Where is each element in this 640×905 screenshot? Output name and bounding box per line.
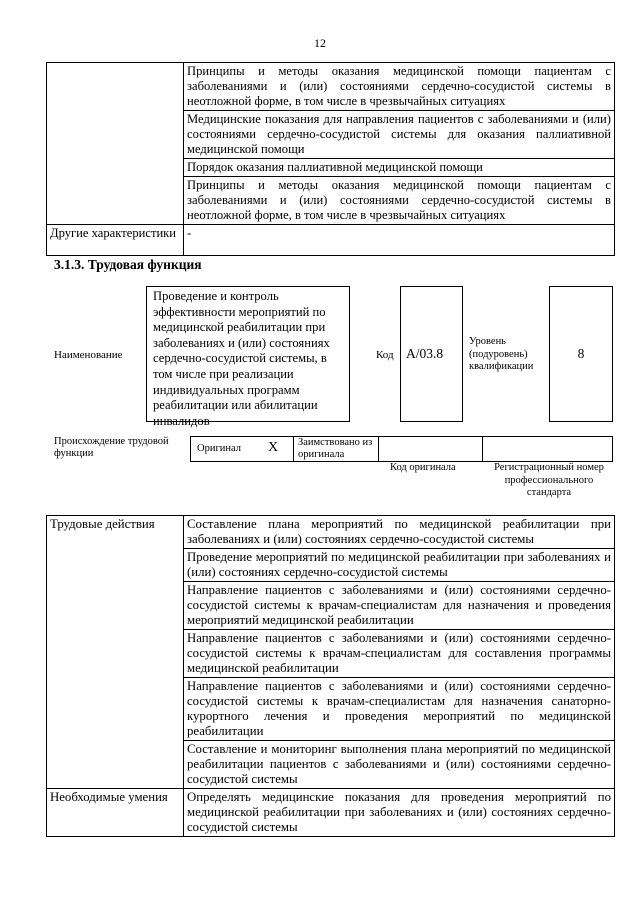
actions-label: Трудовые действия xyxy=(47,516,184,789)
section-heading: 3.1.3. Трудовая функция xyxy=(54,257,202,272)
action-cell: Проведение мероприятий по медицинской реабилитации при заболеваниях и (или) состояниях сердечно-сосудистой системы xyxy=(184,549,615,582)
origin-row xyxy=(190,436,613,462)
origin-label: Происхождение трудовой функции xyxy=(54,436,169,459)
table-cell: Принципы и методы оказания медицинской помощи пациентам с заболеваниями и (или) состояниями сердечно-сосудистой системы в неотложной форме, в том числе в чрезвычайных ситуациях xyxy=(184,63,615,111)
action-cell: Направление пациентов с заболеваниями и (или) состояниями сердечно-сосудистой системы к врачам-специалистам для назначения и проведения мероприятий медицинской реабилитации xyxy=(184,582,615,630)
table-cell: Медицинские показания для направления пациентов с заболеваниями и (или) состояниями сердечно-сосудистой системы для оказания паллиативной медицинской помощи xyxy=(184,111,615,159)
action-cell: Направление пациентов с заболеваниями и (или) состояниями сердечно-сосудистой системы к врачам-специалистам для составления программы медицинской реабилитации xyxy=(184,630,615,678)
action-cell: Составление плана мероприятий по медицинской реабилитации при заболеваниях и (или) состояниях сердечно-сосудистой системы xyxy=(184,516,615,549)
level-value: 8 xyxy=(577,346,585,361)
borrowed-label: Заимствовано из оригинала xyxy=(298,437,373,460)
skills-label: Необходимые умения xyxy=(47,789,184,837)
skill-cell: Определять медицинские показания для проведения мероприятий по медицинской реабилитации при заболеваниях и (или) состояниях сердечно-сосудистой системы xyxy=(184,789,615,837)
level-label: Уровень (подуровень) квалификации xyxy=(469,336,534,372)
name-label: Наименование xyxy=(54,349,123,361)
knowledge-table xyxy=(46,62,615,256)
table-cell: Порядок оказания паллиативной медицинской помощи xyxy=(184,159,615,177)
other-characteristics-value: - xyxy=(184,225,615,256)
label-cell xyxy=(47,63,184,225)
original-label: Оригинал xyxy=(197,443,241,454)
divider xyxy=(482,436,483,462)
divider xyxy=(293,436,294,462)
action-cell: Направление пациентов с заболеваниями и (или) состояниями сердечно-сосудистой системы к врачам-специалистам для назначения санаторно-курортного лечения и проведения мероприятий по медицинской реабилитации xyxy=(184,678,615,741)
reg-number-label: Регистрационный номер профессионального стандарта xyxy=(494,462,604,498)
actions-table xyxy=(46,515,615,837)
divider xyxy=(378,436,379,462)
code-original-label: Код оригинала xyxy=(390,462,456,473)
table-cell: Принципы и методы оказания медицинской помощи пациентам с заболеваниями и (или) состояниями сердечно-сосудистой системы в неотложной форме, в том числе в чрезвычайных ситуациях xyxy=(184,177,615,225)
other-characteristics-label: Другие характеристики xyxy=(47,225,184,256)
action-cell: Составление и мониторинг выполнения плана мероприятий по медицинской реабилитации пациентов с заболеваниями и (или) состояниями сердечно-сосудистой системы xyxy=(184,741,615,789)
function-name-box: Проведение и контроль эффективности мероприятий по медицинской реабилитации при заболеваниях и (или) состояниях сердечно-сосудистой системы, в том числе при реализации индивидуальных программ реабилитации или абилитации инвалидов xyxy=(146,286,350,422)
code-label: Код xyxy=(376,349,394,361)
code-value: А/03.8 xyxy=(406,346,444,361)
page-number: 12 xyxy=(314,36,326,50)
original-mark: X xyxy=(268,440,279,455)
